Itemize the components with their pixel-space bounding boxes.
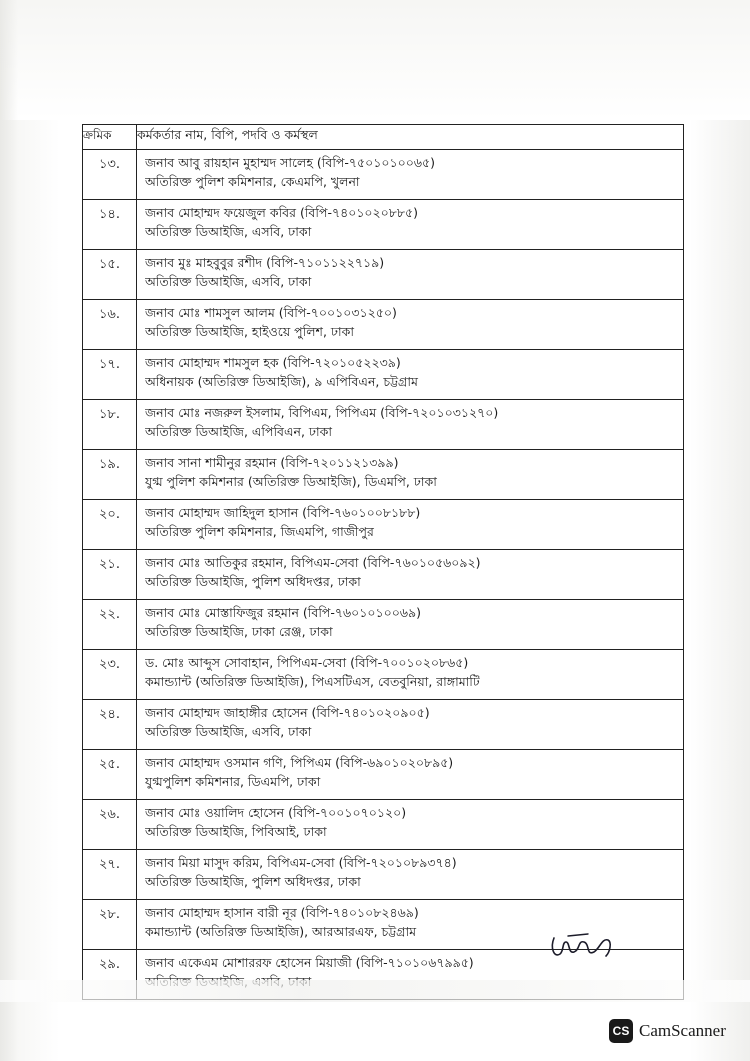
scan-artifact (0, 980, 750, 1002)
officer-details (137, 850, 684, 900)
officer-details (137, 350, 684, 400)
serial-number: ১৪. (83, 200, 137, 250)
serial-number: ২২. (83, 600, 137, 650)
serial-number: ১৮. (83, 400, 137, 450)
officer-post: কমান্ড্যান্ট (অতিরিক্ত ডিআইজি), আরআরএফ, চট্টগ্রাম (145, 924, 417, 939)
officer-name: জনাব মোহাম্মদ হাসান বারী নূর (বিপি-৭৪০১০৮২৪৬৯) (145, 905, 419, 920)
table-row (83, 300, 684, 350)
serial-number: ২৬. (83, 800, 137, 850)
camscanner-name: CamScanner (639, 1021, 726, 1040)
officer-post: অতিরিক্ত ডিআইজি, ঢাকা রেঞ্জ, ঢাকা (145, 624, 333, 639)
serial-number: ১৫. (83, 250, 137, 300)
serial-number: ২৩. (83, 650, 137, 700)
officer-post: যুগ্মপুলিশ কমিশনার, ডিএমপি, ঢাকা (145, 774, 321, 789)
table-row (83, 150, 684, 200)
officer-post: অতিরিক্ত ডিআইজি, হাইওয়ে পুলিশ, ঢাকা (145, 324, 354, 339)
serial-number: ২৮. (83, 900, 137, 950)
officer-name: জনাব মোহাম্মদ ফয়েজুল কবির (বিপি-৭৪০১০২০৮৮৫) (145, 205, 419, 220)
officer-details (137, 400, 684, 450)
table-row (83, 850, 684, 900)
header-serial: ক্রমিক (83, 125, 137, 150)
table-row (83, 750, 684, 800)
officer-post: অতিরিক্ত ডিআইজি, পুলিশ অধিদপ্তর, ঢাকা (145, 874, 361, 889)
officer-post: অতিরিক্ত ডিআইজি, এসবি, ঢাকা (145, 224, 312, 239)
serial-number: ১৬. (83, 300, 137, 350)
officer-name: জনাব মোঃ মোস্তাফিজুর রহমান (বিপি-৭৬০১০১০০৬৯) (145, 605, 421, 620)
table-row (83, 700, 684, 750)
table-row (83, 800, 684, 850)
officer-name: জনাব মোহাম্মদ জাহাঙ্গীর হোসেন (বিপি-৭৪০১০২০৯০৫) (145, 705, 430, 720)
officer-post: অতিরিক্ত ডিআইজি, এপিবিএন, ঢাকা (145, 424, 332, 439)
table-row (83, 600, 684, 650)
officer-post: অতিরিক্ত পুলিশ কমিশনার, জিএমপি, গাজীপুর (145, 524, 374, 539)
officer-post: অধিনায়ক (অতিরিক্ত ডিআইজি), ৯ এপিবিএন, চট্টগ্রাম (145, 374, 418, 389)
page-shadow (0, 0, 750, 120)
serial-number: ২৭. (83, 850, 137, 900)
officer-details (137, 300, 684, 350)
officer-name: জনাব সানা শামীনুর রহমান (বিপি-৭২০১১২১৩৯৯) (145, 455, 399, 470)
officer-post: অতিরিক্ত ডিআইজি, পিবিআই, ঢাকা (145, 824, 327, 839)
table-row (83, 500, 684, 550)
officer-name: জনাব মোঃ ওয়ালিদ হোসেন (বিপি-৭০০১০৭০১২০) (145, 805, 407, 820)
officer-details (137, 250, 684, 300)
officer-details (137, 750, 684, 800)
officer-name: ড. মোঃ আব্দুস সোবাহান, পিপিএম-সেবা (বিপি-৭০০১০২০৮৬৫) (145, 655, 469, 670)
table-body (83, 150, 684, 1000)
serial-number: ২৫. (83, 750, 137, 800)
officer-name: জনাব মিয়া মাসুদ করিম, বিপিএম-সেবা (বিপি-৭২০১০৮৯৩৭৪) (145, 855, 457, 870)
officer-table (82, 124, 684, 1000)
serial-number: ২০. (83, 500, 137, 550)
officer-post: অতিরিক্ত ডিআইজি, এসবি, ঢাকা (145, 724, 312, 739)
officer-name: জনাব মোঃ নজরুল ইসলাম, বিপিএম, পিপিএম (বিপি-৭২০১০৩১২৭০) (145, 405, 499, 420)
officer-name: জনাব মুঃ মাহবুবুর রশীদ (বিপি-৭১০১১২২৭১৯) (145, 255, 385, 270)
officer-name: জনাব মোঃ শামসুল আলম (বিপি-৭০০১০৩১২৫০) (145, 305, 397, 320)
table-row (83, 200, 684, 250)
officer-details (137, 600, 684, 650)
officer-details (137, 650, 684, 700)
officer-post: যুগ্ম পুলিশ কমিশনার (অতিরিক্ত ডিআইজি), ডিএমপি, ঢাকা (145, 474, 437, 489)
header-description: কর্মকর্তার নাম, বিপি, পদবি ও কর্মস্থল (137, 125, 684, 150)
serial-number: ২১. (83, 550, 137, 600)
officer-name: জনাব মোহাম্মদ ওসমান গণি, পিপিএম (বিপি-৬৯০১০২০৮৯৫) (145, 755, 454, 770)
officer-post: অতিরিক্ত পুলিশ কমিশনার, কেএমপি, খুলনা (145, 174, 360, 189)
page-edge (0, 0, 18, 1061)
officer-name: জনাব একেএম মোশাররফ হোসেন মিয়াজী (বিপি-৭১০১০৬৭৯৯৫) (145, 955, 474, 970)
table-row (83, 650, 684, 700)
serial-number: ১৩. (83, 150, 137, 200)
officer-details (137, 800, 684, 850)
officer-post: অতিরিক্ত ডিআইজি, এসবি, ঢাকা (145, 274, 312, 289)
table-row (83, 400, 684, 450)
camscanner-watermark (609, 1019, 726, 1043)
camscanner-logo-icon: CS (609, 1019, 633, 1043)
officer-name: জনাব মোহাম্মদ জাহিদুল হাসান (বিপি-৭৬০১০০৮১৮৮) (145, 505, 421, 520)
table-header-row (83, 125, 684, 150)
table-row (83, 450, 684, 500)
serial-number: ১৭. (83, 350, 137, 400)
officer-name: জনাব মোঃ আতিকুর রহমান, বিপিএম-সেবা (বিপি-৭৬০১০৫৬০৯২) (145, 555, 481, 570)
serial-number: ১৯. (83, 450, 137, 500)
officer-name: জনাব আবু রায়হান মুহাম্মদ সালেহ (বিপি-৭৫০১০১০০৬৫) (145, 155, 435, 170)
table-row (83, 250, 684, 300)
officer-name: জনাব মোহাম্মদ শামসুল হক (বিপি-৭২০১০৫২২৩৯) (145, 355, 401, 370)
serial-number: ২৯. (83, 950, 137, 1000)
officer-post: কমান্ড্যান্ট (অতিরিক্ত ডিআইজি), পিএসটিএস, বেতবুনিয়া, রাঙ্গামাটি (145, 674, 480, 689)
officer-details (137, 450, 684, 500)
table-row (83, 550, 684, 600)
officer-post: অতিরিক্ত ডিআইজি, পুলিশ অধিদপ্তর, ঢাকা (145, 574, 361, 589)
officer-details (137, 150, 684, 200)
officer-details (137, 700, 684, 750)
signature (548, 928, 618, 968)
officer-details (137, 200, 684, 250)
officer-details (137, 500, 684, 550)
officer-details (137, 550, 684, 600)
table-row (83, 350, 684, 400)
serial-number: ২৪. (83, 700, 137, 750)
